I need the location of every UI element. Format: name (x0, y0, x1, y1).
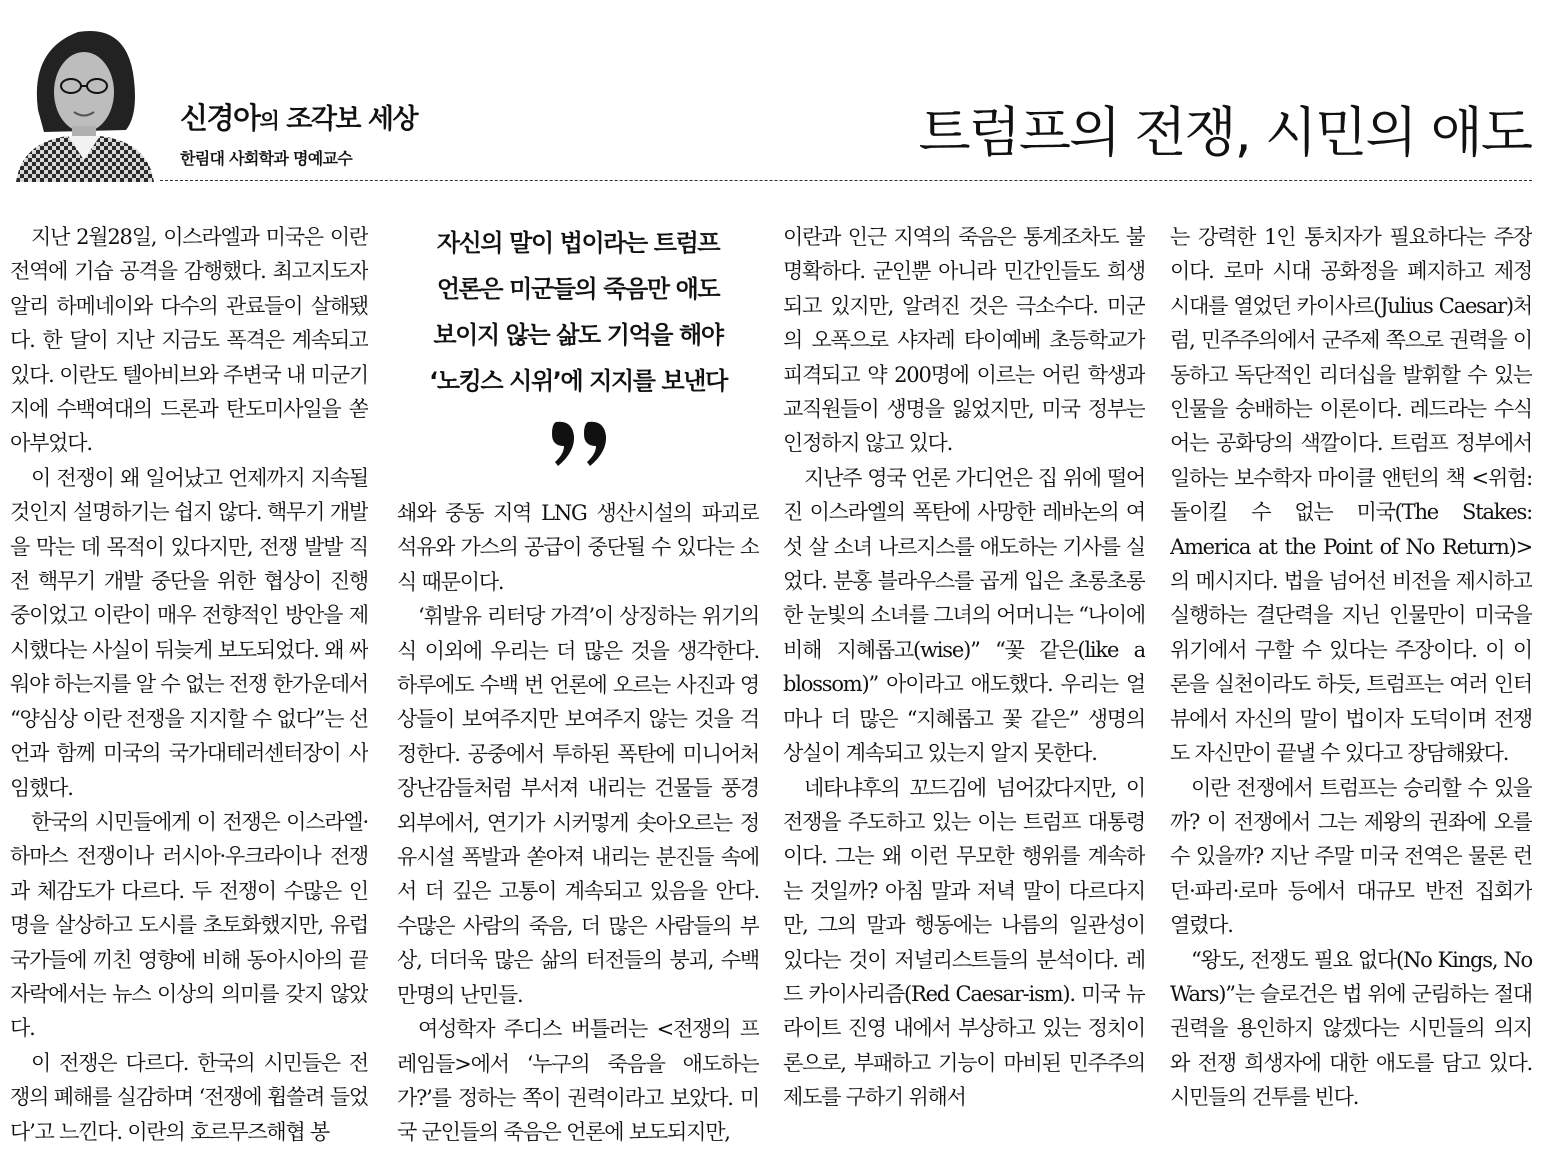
pull-quote (397, 220, 759, 404)
header-divider (160, 180, 1532, 181)
pull-quote-line: ‘노킹스 시위’에 지지를 보낸다 (429, 367, 727, 395)
paragraph: ‘휘발유 리터당 가격’이 상징하는 위기의식 이외에 우리는 더 많은 것을 생각한다. 하루에도 수백 번 언론에 오르는 사진과 영상들이 보여주지만 보여주지 않는 것을 걱정한다. 공중에서 투하된 폭탄에 미니어처 장난감들처럼 부서져 내리는 건물들 풍경 외부에서, 연기가 시커멓게 솟아오르는 정유시설 폭발과 쏟아져 내리는 분진들 속에서 더 깊은 고통이 계속되고 있음을 안다. 수많은 사람의 죽음, 더 많은 사람들의 부상, 더더욱 많은 삶의 터전들의 붕괴, 수백만명의 난민들. (397, 604, 759, 1007)
paragraph: 지난주 영국 언론 가디언은 집 위에 떨어진 이스라엘의 폭탄에 사망한 레바논의 여섯 살 소녀 나르지스를 애도하는 기사를 실었다. 분홍 블라우스를 곱게 입은 초롱초롱한 눈빛의 소녀를 그녀의 어머니는 “나이에 비해 지혜롭고(wise)” “꽃 같은(like a blossom)” 아이라고 애도했다. 우리는 얼마나 더 많은 “지혜롭고 꽃 같은” 생명의 상실이 계속되고 있는지 알지 못한다. (783, 465, 1145, 766)
paragraph: 쇄와 중동 지역 LNG 생산시설의 파괴로 석유와 가스의 공급이 중단될 수 있다는 소식 때문이다. (397, 501, 759, 594)
author-name: 신경아 (180, 101, 260, 135)
paragraph: 한국의 시민들에게 이 전쟁은 이스라엘·하마스 전쟁이나 러시아·우크라이나 전쟁과 체감도가 다르다. 두 전쟁이 수많은 인명을 살상하고 도시를 초토화했지만, 유럽 국가들에 끼친 영향에 비해 동아시아의 끝자락에서는 뉴스 이상의 의미를 갖지 않았다. (10, 809, 368, 1041)
paragraph: 는 강력한 1인 통치자가 필요하다는 주장이다. 로마 시대 공화정을 폐지하고 제정 시대를 열었던 카이사르(Julius Caesar)처럼, 민주주의에서 군주제 쪽으로 권력을 이동하고 독단적인 리더십을 발휘할 수 있는 인물을 숭배하는 이론이다. 레드라는 수식어는 공화당의 색깔이다. 트럼프 정부에서 일하는 보수학자 마이클 앤턴의 책 <위험: 돌이킬 수 없는 미국(The Stakes: America at the Point of No Return)>의 메시지다. 법을 넘어선 비전을 제시하고 실행하는 결단력을 지닌 인물만이 미국을 위기에서 구할 수 있다는 주장이다. 이 이론을 실천이라도 하듯, 트럼프는 여러 인터뷰에서 자신의 말이 법이자 도덕이며 전쟁도 자신만이 끝낼 수 있다고 장담해왔다. (1170, 225, 1532, 766)
article-column-1 (10, 220, 368, 1150)
pull-quote-line: 언론은 미군들의 죽음만 애도 (436, 275, 720, 303)
author-portrait-icon (8, 10, 160, 182)
possessive: 의 (259, 109, 279, 133)
paragraph: 네타냐후의 꼬드김에 넘어갔다지만, 이 전쟁을 주도하고 있는 이는 트럼프 대통령이다. 그는 왜 이런 무모한 행위를 계속하는 것일까? 아침 말과 저녁 말이 다르다지만, 그의 말과 행동에는 나름의 일관성이 있다는 것이 저널리스트들의 분석이다. 레드 카이사리즘(Red Caesar-ism). 미국 뉴라이트 진영 내에서 부상하고 있는 정치이론으로, 부패하고 기능이 마비된 민주주의 제도를 구하기 위해서 (783, 775, 1145, 1110)
paragraph: 지난 2월28일, 이스라엘과 미국은 이란 전역에 기습 공격을 감행했다. 최고지도자 알리 하메네이와 다수의 관료들이 살해됐다. 한 달이 지난 지금도 폭격은 계속되고 있다. 이란도 텔아비브와 주변국 내 미군기지에 수백여대의 드론과 탄도미사일을 쏟아부었다. (10, 225, 368, 456)
article-column-2 (397, 496, 759, 1150)
article-column-3 (783, 220, 1145, 1150)
article-column-4 (1170, 220, 1532, 1150)
paragraph: 이란 전쟁에서 트럼프는 승리할 수 있을까? 이 전쟁에서 그는 제왕의 권좌에 오를 수 있을까? 지난 주말 미국 전역은 물론 런던·파리·로마 등에서 대규모 반전 집회가 열렸다. (1170, 775, 1532, 938)
pull-quote-line: 자신의 말이 법이라는 트럼프 (436, 229, 720, 257)
paragraph: 이 전쟁은 다르다. 한국의 시민들은 전쟁의 폐해를 실감하며 ‘전쟁에 휩쓸려 들었다’고 느낀다. 이란의 호르무즈해협 봉 (10, 1050, 368, 1144)
headline: 트럼프의 전쟁, 시민의 애도 (918, 101, 1531, 165)
paragraph: 여성학자 주디스 버틀러는 <전쟁의 프레임들>에서 ‘누구의 죽음을 애도하는가?’를 정하는 쪽이 권력이라고 보았다. 미국 군인들의 죽음은 언론에 보도되지만, (397, 1017, 759, 1145)
closing-quote-icon (548, 418, 618, 468)
pull-quote-line: 보이지 않는 삶도 기억을 해야 (433, 321, 723, 349)
author-title: 한림대 사회학과 명예교수 (180, 149, 353, 168)
paragraph: 이 전쟁이 왜 일어났고 언제까지 지속될 것인지 설명하기는 쉽지 않다. 핵무기 개발을 막는 데 목적이 있다지만, 전쟁 발발 직전 핵무기 개발 중단을 위한 협상이 진행 중이었고 이란이 매우 전향적인 방안을 제시했다는 사실이 뒤늦게 보도되었다. 왜 싸워야 하는지를 알 수 없는 전쟁 한가운데서 “양심상 이란 전쟁을 지지할 수 없다”는 선언과 함께 미국의 국가대테러센터장이 사임했다. (10, 465, 368, 800)
column-name (180, 96, 417, 137)
column-series-name: 조각보 세상 (286, 104, 418, 135)
paragraph: “왕도, 전쟁도 필요 없다(No Kings, No Wars)”는 슬로건은 법 위에 군림하는 절대권력을 용인하지 않겠다는 시민들의 의지와 전쟁 희생자에 대한 애도를 담고 있다. 시민들의 건투를 빈다. (1170, 947, 1532, 1110)
author-photo (8, 10, 160, 182)
paragraph: 이란과 인근 지역의 죽음은 통계조차도 불명확하다. 군인뿐 아니라 민간인들도 희생되고 있지만, 알려진 것은 극소수다. 미군의 오폭으로 샤자레 타이예베 초등학교가 피격되고 약 200명에 이르는 어린 학생과 교직원들이 생명을 잃었지만, 미국 정부는 인정하지 않고 있다. (783, 225, 1145, 456)
